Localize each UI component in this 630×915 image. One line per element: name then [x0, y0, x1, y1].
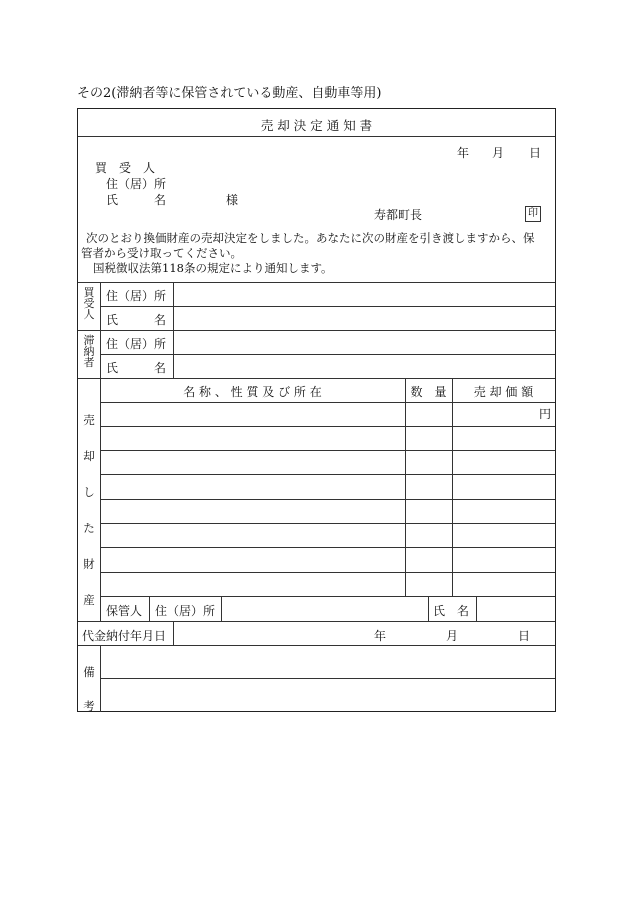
- buyer-group-label: 買 受 人: [83, 286, 95, 321]
- form-title: 売 却 決 定 通 知 書: [260, 118, 373, 133]
- issuer-name: 寿都町長: [374, 208, 423, 222]
- body-line-3: 国税徴収法第118条の規定により通知します。: [93, 261, 333, 275]
- property-column-header-price: 売 却 価 額: [473, 385, 534, 399]
- property-row-divider: [100, 450, 555, 451]
- sale-decision-notice-form: [77, 108, 556, 712]
- buyer-name-label: 氏 名: [106, 313, 167, 327]
- body-line-1: 次のとおり換価財産の売却決定をしました。あなたに次の財産を引き渡しますから、保: [86, 231, 535, 245]
- price-currency-unit: 円: [539, 407, 552, 421]
- property-column-header-quantity: 数 量: [410, 385, 447, 399]
- addressee-heading: 買 受 人: [95, 161, 156, 175]
- delinquent-section-divider: [78, 378, 555, 379]
- remarks-label: 備 考: [83, 665, 95, 713]
- payment-divider: [78, 645, 555, 646]
- date-year: 年: [457, 146, 470, 160]
- custodian-label-line: [149, 596, 150, 621]
- property-row-divider: [100, 572, 555, 573]
- custodian-name-label: 氏 名: [433, 604, 470, 618]
- custodian-name-end-line: [476, 596, 477, 621]
- property-row-divider: [100, 499, 555, 500]
- delinquent-address-label: 住（居）所: [106, 337, 167, 351]
- parties-field-column-line: [173, 282, 174, 378]
- payment-month: 月: [446, 629, 459, 643]
- delinquent-row-divider: [100, 354, 555, 355]
- property-row-divider: [100, 547, 555, 548]
- quantity-column-line: [405, 378, 406, 597]
- property-items-bottom-divider: [100, 596, 555, 597]
- property-row-divider: [100, 426, 555, 427]
- payment-date-label: 代金納付年月日: [82, 629, 167, 643]
- buyer-row-divider: [100, 306, 555, 307]
- title-divider: [78, 136, 555, 137]
- delinquent-group-label: 滞 納 者: [83, 334, 95, 369]
- property-column-header-description: 名 称 、 性 質 及 び 所 在: [183, 385, 322, 399]
- date-month: 月: [492, 146, 505, 160]
- addressee-address-label: 住（居）所: [106, 177, 167, 191]
- seal-mark: 印: [525, 206, 541, 222]
- date-day: 日: [529, 146, 542, 160]
- property-row-divider: [100, 523, 555, 524]
- payment-label-line: [173, 621, 174, 645]
- property-group-label: 売 却 し た 財 産: [83, 413, 95, 607]
- custodian-address-label: 住（居）所: [155, 604, 216, 618]
- buyer-section-divider: [78, 330, 555, 331]
- body-line-2: 管者から受け取ってください。: [81, 246, 242, 260]
- payment-year: 年: [374, 629, 387, 643]
- parties-label-column-line: [100, 282, 101, 378]
- body-divider: [78, 282, 555, 283]
- custodian-name-start-line: [428, 596, 429, 621]
- property-row-divider: [100, 474, 555, 475]
- custodian-address-line: [221, 596, 222, 621]
- buyer-address-label: 住（居）所: [106, 289, 167, 303]
- addressee-name-label: 氏 名: [106, 193, 167, 207]
- form-caption: その2(滞納者等に保管されている動産、自動車等用): [77, 86, 382, 101]
- remarks-row-divider: [100, 678, 555, 679]
- addressee-honorific: 様: [226, 193, 239, 207]
- delinquent-name-label: 氏 名: [106, 361, 167, 375]
- property-section-divider: [78, 621, 555, 622]
- price-column-line: [452, 378, 453, 597]
- property-header-divider: [100, 402, 555, 403]
- custodian-label: 保管人: [106, 604, 143, 618]
- payment-day: 日: [518, 629, 531, 643]
